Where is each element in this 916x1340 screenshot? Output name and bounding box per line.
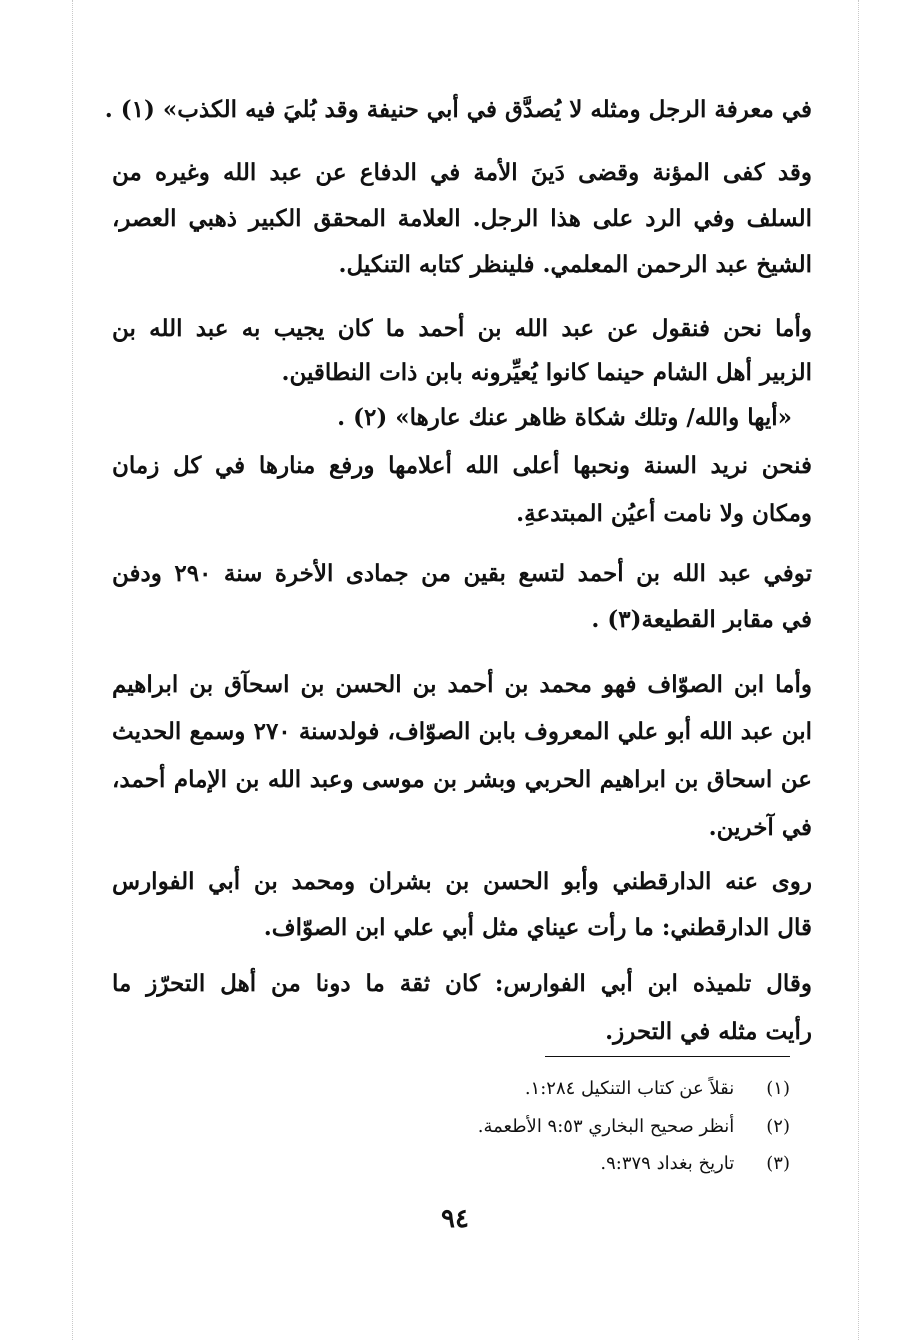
right-margin-mark <box>858 0 859 1340</box>
text-line: وأما ابن الصوّاف فهو محمد بن أحمد بن الحسن بن اسحآق بن ابراهيم <box>112 671 812 698</box>
text-line: رأيت مثله في التحرز. <box>605 1018 812 1045</box>
text-line: قال الدارقطني: ما رأت عيناي مثل أبي علي ابن الصوّاف. <box>263 914 812 941</box>
footnote-number: (٢) <box>766 1116 790 1137</box>
text-line: الشيخ عبد الرحمن المعلمي. فلينظر كتابه التنكيل. <box>338 251 812 278</box>
text-line: في معرفة الرجل ومثله لا يُصدَّق في أبي حنيفة وقد بُليَ فيه الكذب» (١) . <box>104 96 812 123</box>
text-line: وقال تلميذه ابن أبي الفوارس: كان ثقة ما دونا من أهل التحرّز ما <box>112 970 812 997</box>
text-line: وأما نحن فنقول عن عبد الله بن أحمد ما كان يجيب به عبد الله بن <box>112 315 812 342</box>
text-line: في آخرين. <box>708 814 812 841</box>
footnote <box>300 1150 790 1178</box>
footnote <box>300 1113 790 1141</box>
footnote-text: نقلاً عن كتاب التنكيل ١:٢٨٤. <box>524 1078 735 1099</box>
footnote-number: (٣) <box>766 1153 790 1174</box>
text-line: توفي عبد الله بن أحمد لتسع بقين من جمادى الأخرة سنة ٢٩٠ ودفن <box>112 560 812 587</box>
text-line: ابن عبد الله أبو علي المعروف بابن الصوّاف، فولدسنة ٢٧٠ وسمع الحديث <box>112 718 812 745</box>
left-margin-mark <box>72 0 73 1340</box>
footnote-separator <box>545 1056 790 1057</box>
text-line: السلف وفي الرد على هذا الرجل. العلامة المحقق الكبير ذهبي العصر، <box>112 205 812 232</box>
text-line: فنحن نريد السنة ونحبها أعلى الله أعلامها ورفع منارها في كل زمان <box>112 452 812 479</box>
footnote <box>300 1075 790 1103</box>
text-line: وقد كفى المؤنة وقضى دَينَ الأمة في الدفاع عن عبد الله وغيره من <box>112 159 812 186</box>
text-line: روى عنه الدارقطني وأبو الحسن بن بشران ومحمد بن أبي الفوارس <box>112 868 812 895</box>
text-line: ومكان ولا نامت أعيُن المبتدعةِ. <box>516 500 812 527</box>
footnote-text: تاريخ بغداد ٩:٣٧٩. <box>600 1153 735 1174</box>
footnote-text: أنظر صحيح البخاري ٩:٥٣ الأطعمة. <box>477 1116 735 1137</box>
text-line: في مقابر القطيعة(٣) . <box>591 606 812 633</box>
footnote-number: (١) <box>766 1078 790 1099</box>
page-number: ٩٤ <box>441 1204 469 1234</box>
text-line: عن اسحاق بن ابراهيم الحربي وبشر بن موسى وعبد الله بن الإمام أحمد، <box>112 766 812 793</box>
text-line: الزبير أهل الشام حينما كانوا يُعيِّرونه بابن ذات النطاقين. <box>281 359 812 386</box>
verse-line: «أيها والله/ وتلك شكاة ظاهر عنك عارها» (٢) . <box>337 404 792 431</box>
